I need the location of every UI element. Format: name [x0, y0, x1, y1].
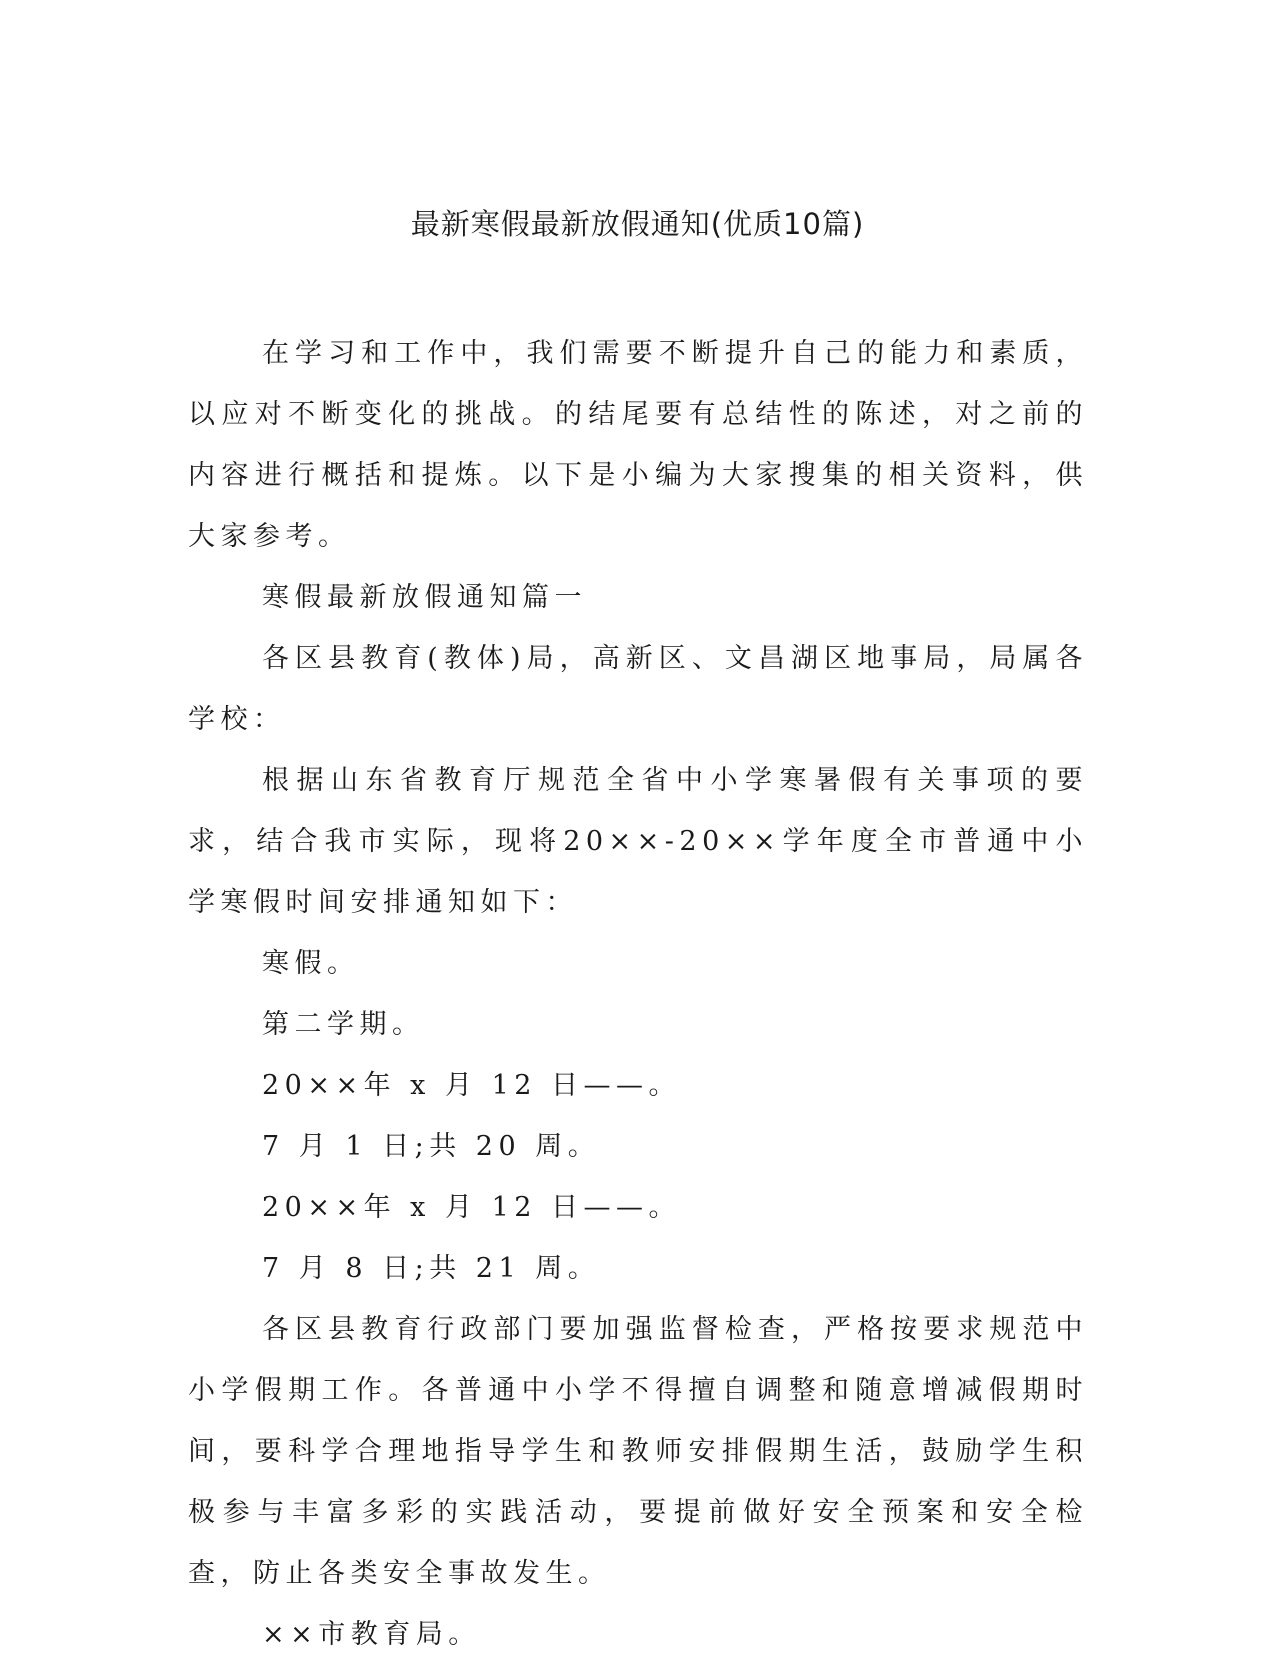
requirements-paragraph: 各区县教育行政部门要加强监督检查，严格按要求规范中小学假期工作。各普通中小学不得擅自调整和随意增减假期时间，要科学合理地指导学生和教师安排假期生活，鼓励学生积极参与丰富多彩的实践活动，要提前做好安全预案和安全检查，防止各类安全事故发生。: [188, 1314, 1088, 1589]
list-item: 7 月 1 日;共 20 周。: [262, 1131, 601, 1162]
notice-paragraph: 根据山东省教育厅规范全省中小学寒暑假有关事项的要求，结合我市实际，现将20××-20××学年度全市普通中小学寒假时间安排通知如下：: [188, 765, 1088, 918]
list-item: 寒假。: [262, 948, 360, 979]
salutation: 各区县教育(教体)局，高新区、文昌湖区地事局，局属各学校：: [188, 643, 1088, 735]
document-body: [188, 323, 1088, 1665]
intro-paragraph: 在学习和工作中，我们需要不断提升自己的能力和素质，以应对不断变化的挑战。的结尾要有总结性的陈述，对之前的内容进行概括和提炼。以下是小编为大家搜集的相关资料，供大家参考。: [188, 338, 1088, 552]
section-heading: 寒假最新放假通知篇一: [262, 582, 587, 613]
list-item: 20××年 x 月 12 日——。: [262, 1192, 682, 1223]
list-item: 7 月 8 日;共 21 周。: [262, 1253, 601, 1284]
list-item: 20××年 x 月 12 日——。: [262, 1070, 682, 1101]
document-title: 最新寒假最新放假通知(优质10篇): [410, 207, 865, 241]
signature: ××市教育局。: [262, 1619, 481, 1650]
list-item: 第二学期。: [262, 1009, 425, 1040]
